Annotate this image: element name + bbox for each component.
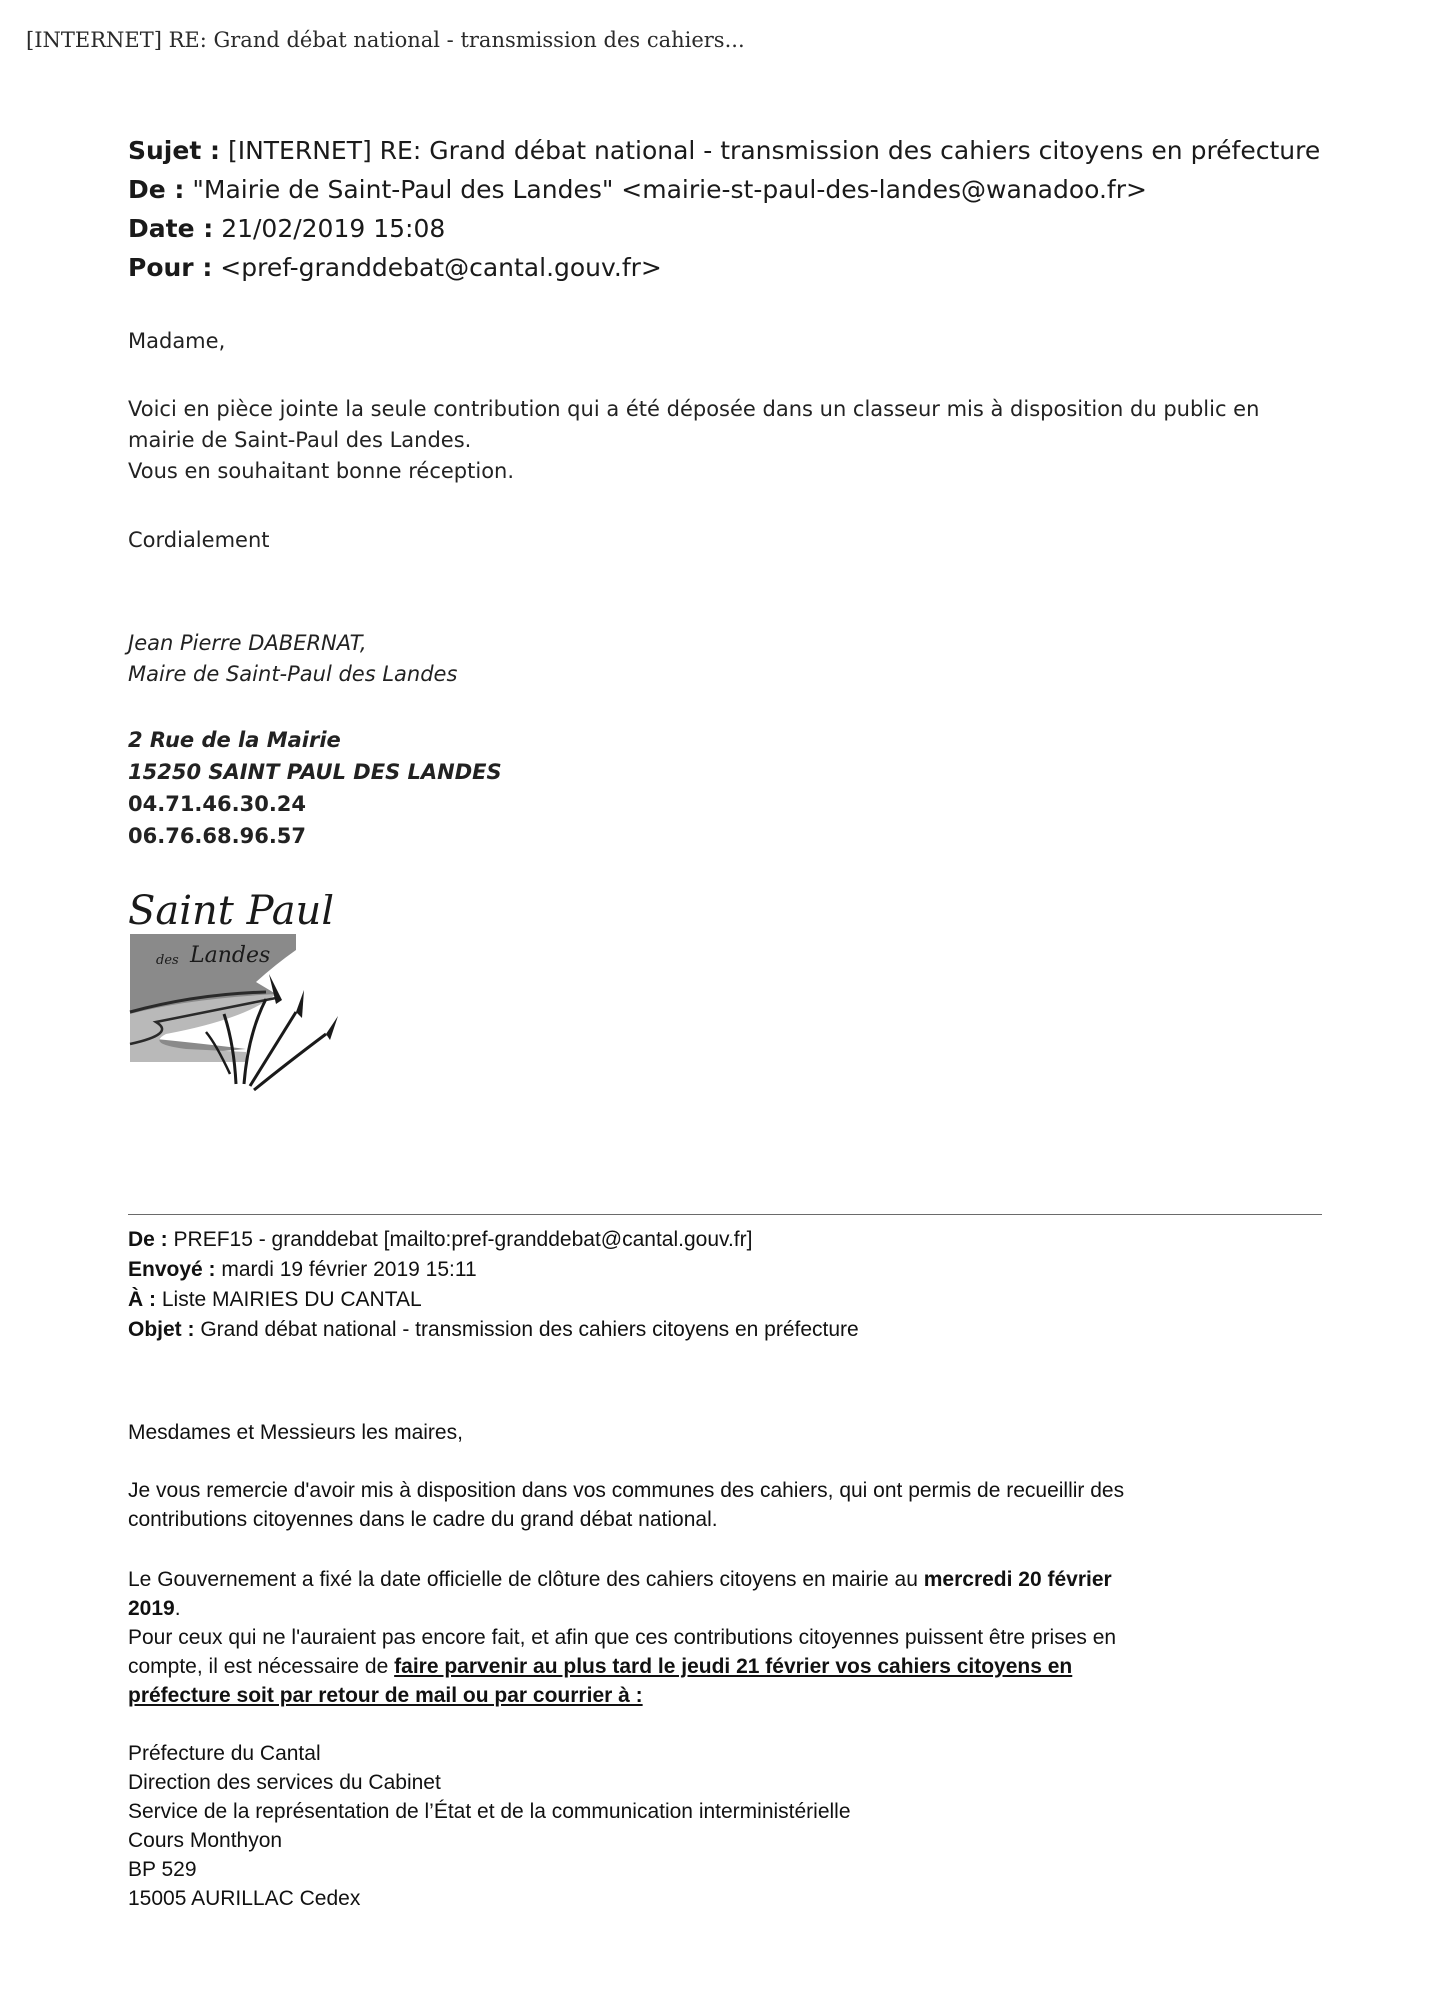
orig-p3-line (128, 1681, 1116, 1710)
phone-mobile: 06.76.68.96.57 (128, 824, 307, 848)
from-label: De : (128, 175, 185, 204)
orig-address-line: Préfecture du Cantal (128, 1742, 321, 1765)
reply-date-line (128, 209, 445, 248)
signature-address (128, 724, 502, 852)
orig-object-label: Objet : (128, 1318, 195, 1341)
signature-name: Jean Pierre DABERNAT, (128, 631, 367, 655)
orig-object-line (128, 1315, 859, 1345)
orig-address-line: 15005 AURILLAC Cedex (128, 1887, 361, 1910)
signature (128, 628, 457, 690)
orig-p2-deadline: mercredi 20 février (923, 1568, 1112, 1591)
reply-to-line (128, 248, 662, 287)
orig-sent-value: mardi 19 février 2019 15:11 (221, 1258, 477, 1281)
reply-body (128, 394, 1259, 487)
orig-header (128, 1225, 859, 1345)
reply-body-line: Voici en pièce jointe la seule contribution qui a été déposée dans un classeur mis à disposition du public en (128, 397, 1260, 421)
to-label: Pour : (128, 253, 213, 282)
logo-line-2: des (156, 953, 179, 968)
orig-p3-line (128, 1652, 1116, 1681)
reply-from-line (128, 170, 1147, 209)
orig-address-line: Service de la représentation de l’État et de la communication interministérielle (128, 1800, 851, 1823)
orig-p1-line: contributions citoyennes dans le cadre du grand débat national. (128, 1508, 718, 1531)
address-street: 2 Rue de la Mairie (128, 728, 341, 752)
orig-address-block (128, 1739, 851, 1913)
orig-salutation: Mesdames et Messieurs les maires, (128, 1421, 463, 1444)
orig-address-line: Cours Monthyon (128, 1829, 283, 1852)
page-header: [INTERNET] RE: Grand débat national - transmission des cahiers... (26, 28, 745, 52)
orig-address-line: Direction des services du Cabinet (128, 1771, 441, 1794)
orig-p3-line: Pour ceux qui ne l'auraient pas encore fait, et afin que ces contributions citoyennes puissent être prises en (128, 1626, 1117, 1649)
reply-closing: Cordialement (128, 528, 270, 552)
orig-from-line (128, 1225, 859, 1255)
from-value: "Mairie de Saint-Paul des Landes" <mairie-st-paul-des-landes@wanadoo.fr> (192, 175, 1147, 204)
orig-sent-line (128, 1255, 859, 1285)
logo-line-1: Saint Paul (128, 894, 335, 934)
orig-p2-text: Le Gouvernement a fixé la date officielle de clôture des cahiers citoyens en mairie au (128, 1568, 924, 1591)
orig-paragraph-1 (128, 1476, 1124, 1534)
reply-body-line: Vous en souhaitant bonne réception. (128, 459, 515, 483)
date-label: Date : (128, 214, 214, 243)
orig-p2-year: 2019 (128, 1597, 175, 1620)
orig-to-value: Liste MAIRIES DU CANTAL (161, 1288, 422, 1311)
orig-sent-label: Envoyé : (128, 1258, 216, 1281)
orig-object-value: Grand débat national - transmission des cahiers citoyens en préfecture (200, 1318, 859, 1341)
orig-address-line: BP 529 (128, 1858, 197, 1881)
subject-label: Sujet : (128, 136, 220, 165)
address-city: 15250 SAINT PAUL DES LANDES (128, 760, 502, 784)
subject-value: [INTERNET] RE: Grand débat national - transmission des cahiers citoyens en préfecture (227, 136, 1321, 165)
date-value: 21/02/2019 15:08 (221, 214, 446, 243)
orig-p3-emphasis-2: préfecture soit par retour de mail ou par courrier à : (128, 1684, 643, 1707)
signature-title: Maire de Saint-Paul des Landes (128, 662, 458, 686)
orig-p2-line (128, 1565, 1116, 1594)
reply-greeting: Madame, (128, 329, 226, 353)
reply-subject-line (128, 131, 1320, 170)
orig-from-value: PREF15 - granddebat [mailto:pref-granddebat@cantal.gouv.fr] (173, 1228, 753, 1251)
commune-logo (126, 894, 356, 1094)
orig-p3-emphasis: faire parvenir au plus tard le jeudi 21 février vos cahiers citoyens en (394, 1655, 1073, 1678)
orig-p2-period: . (174, 1597, 181, 1620)
orig-paragraph-2 (128, 1565, 1116, 1710)
phone-landline: 04.71.46.30.24 (128, 792, 307, 816)
orig-p3-text: compte, il est nécessaire de (128, 1655, 395, 1678)
orig-from-label: De : (128, 1228, 168, 1251)
orig-p2-line (128, 1594, 1116, 1623)
forward-separator (128, 1214, 1322, 1215)
orig-p1-line: Je vous remercie d'avoir mis à disposition dans vos communes des cahiers, qui ont permis de recueillir des (128, 1479, 1125, 1502)
to-value: <pref-granddebat@cantal.gouv.fr> (220, 253, 662, 282)
reply-body-line: mairie de Saint-Paul des Landes. (128, 428, 472, 452)
orig-to-label: À : (128, 1288, 156, 1311)
orig-to-line (128, 1285, 859, 1315)
logo-line-3: Landes (190, 943, 271, 968)
